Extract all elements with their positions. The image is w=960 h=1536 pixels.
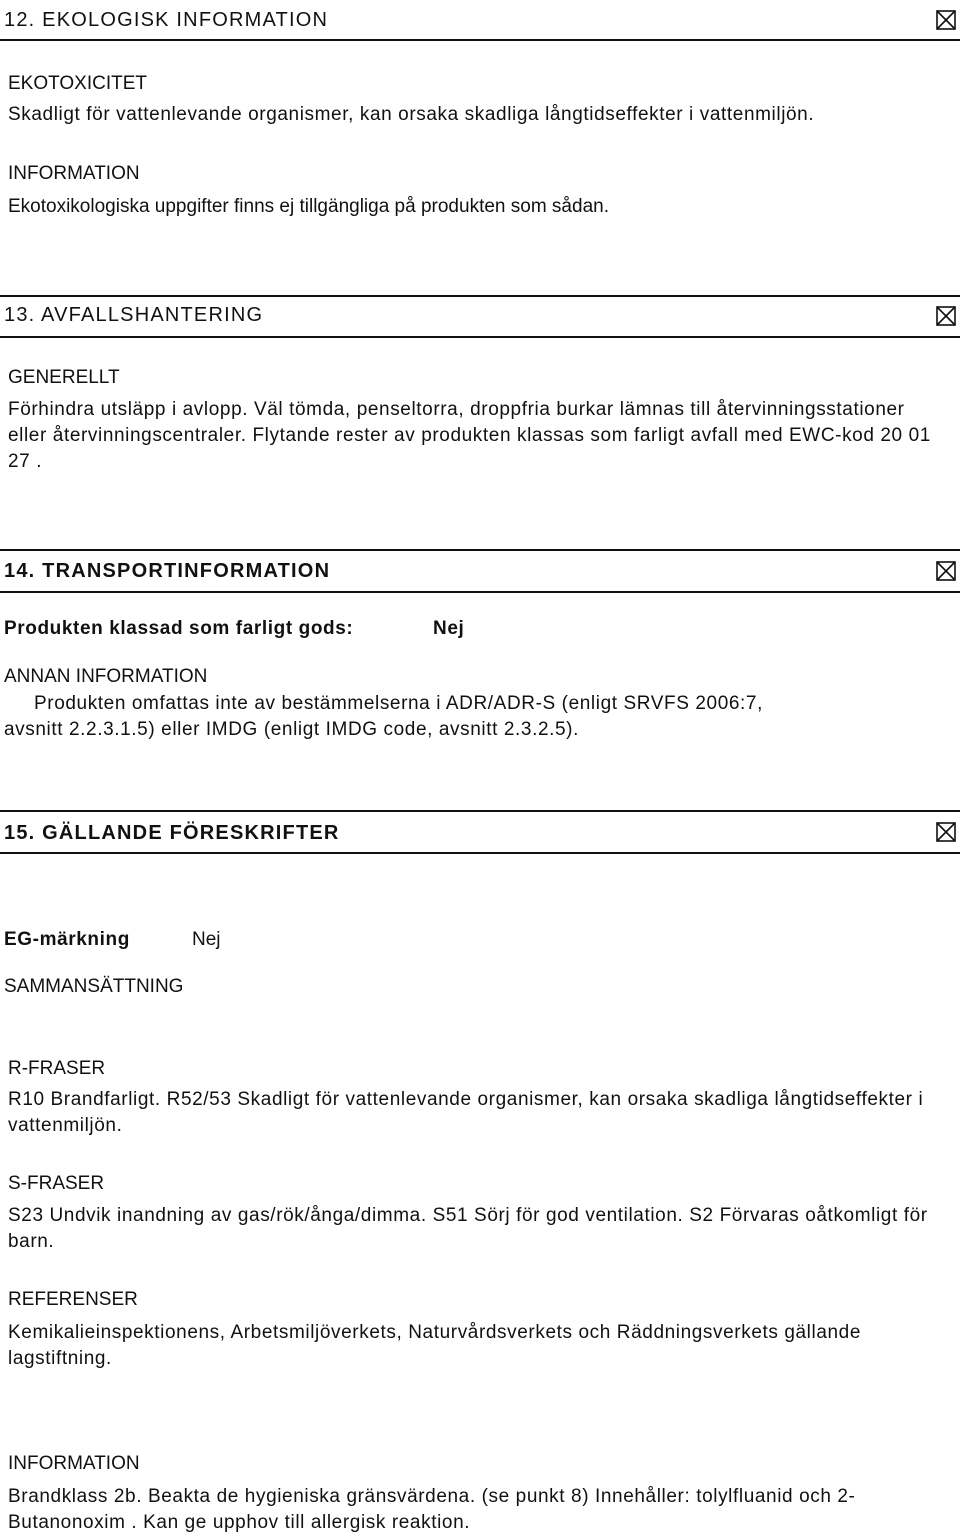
section-14-title: 14. TRANSPORTINFORMATION: [4, 560, 331, 582]
r-phrases-label: R-FRASER: [8, 1058, 106, 1079]
eg-marking-value: Nej: [192, 929, 221, 950]
checked-box-icon: [936, 306, 956, 326]
section-12-title: 12. EKOLOGISK INFORMATION: [4, 9, 329, 31]
checked-box-icon: [936, 10, 956, 30]
generellt-label: GENERELLT: [8, 367, 120, 388]
information-text: Brandklass 2b. Beakta de hygieniska gränsvärdena. (se punkt 8) Innehåller: tolylfluanid och 2-Butanonoxim . Kan ge upphov till allergisk reaktion.: [8, 1486, 856, 1533]
other-information-text-1: Produkten omfattas inte av bestämmelserna i ADR/ADR-S (enligt SRVFS 2006:7,: [34, 693, 763, 714]
section-12-rule: [0, 39, 960, 41]
section-13-rule: [0, 336, 960, 338]
dangerous-goods-label: Produkten klassad som farligt gods:: [4, 618, 354, 639]
section-15-rule: [0, 852, 960, 854]
s-phrases-label: S-FRASER: [8, 1173, 105, 1194]
section-13-title: 13. AVFALLSHANTERING: [4, 304, 264, 326]
checked-box-icon: [936, 561, 956, 581]
other-information-text-2: avsnitt 2.2.3.1.5) eller IMDG (enligt IMDG code, avsnitt 2.3.2.5).: [4, 719, 579, 740]
s-phrases-text: S23 Undvik inandning av gas/rök/ånga/dimma. S51 Sörj för god ventilation. S2 Förvaras oåtkomligt för barn.: [8, 1205, 928, 1252]
generellt-text: Förhindra utsläpp i avlopp. Väl tömda, penseltorra, droppfria burkar lämnas till återvinningsstationer eller återvinningscentraler. Flytande rester av produkten klassas som farligt avfall med EWC-kod 20 01 27 .: [8, 399, 931, 472]
information-text: Ekotoxikologiska uppgifter finns ej tillgängliga på produkten som sådan.: [8, 196, 609, 217]
section-13-top-rule: [0, 295, 960, 297]
eg-marking-label: EG-märkning: [4, 929, 130, 950]
composition-label: SAMMANSÄTTNING: [4, 976, 184, 997]
other-information-label: ANNAN INFORMATION: [4, 666, 208, 687]
section-14-top-rule: [0, 549, 960, 551]
dangerous-goods-value: Nej: [433, 618, 465, 639]
section-15-top-rule: [0, 810, 960, 812]
information-label: INFORMATION: [8, 163, 140, 184]
information-label: INFORMATION: [8, 1453, 140, 1474]
section-15-title: 15. GÄLLANDE FÖRESKRIFTER: [4, 822, 340, 844]
section-14-rule: [0, 591, 960, 593]
ekotoxicitet-label: EKOTOXICITET: [8, 73, 148, 94]
references-text: Kemikalieinspektionens, Arbetsmiljöverkets, Naturvårdsverkets och Räddningsverkets gällande lagstiftning.: [8, 1322, 861, 1369]
checked-box-icon: [936, 822, 956, 842]
r-phrases-text: R10 Brandfarligt. R52/53 Skadligt för vattenlevande organismer, kan orsaka skadliga långtidseffekter i vattenmiljön.: [8, 1089, 924, 1136]
ekotoxicitet-text: Skadligt för vattenlevande organismer, kan orsaka skadliga långtidseffekter i vattenmiljön.: [8, 104, 815, 125]
references-label: REFERENSER: [8, 1289, 138, 1310]
